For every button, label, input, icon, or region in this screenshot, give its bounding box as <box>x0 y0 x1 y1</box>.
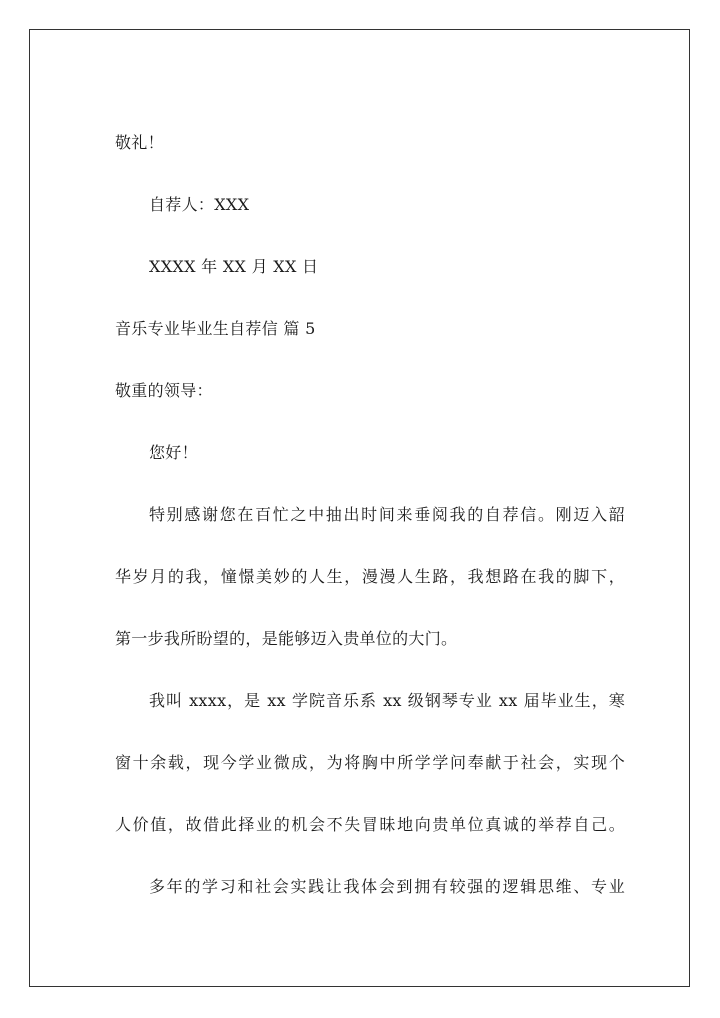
paragraph-2-line-2: 窗十余载，现今学业微成，为将胸中所学学问奉献于社会，实现个 <box>115 753 625 772</box>
salutation: 敬重的领导： <box>115 381 213 400</box>
signature-date: XXXX 年 XX 月 XX 日 <box>149 257 319 276</box>
greeting: 您好！ <box>149 443 198 462</box>
closing-salute: 敬礼！ <box>115 133 164 152</box>
paragraph-2-line-3: 人价值，故借此择业的机会不失冒昧地向贵单位真诚的举荐自己。 <box>115 815 625 834</box>
paragraph-2-line-1: 我叫 xxxx，是 xx 学院音乐系 xx 级钢琴专业 xx 届毕业生，寒 <box>149 691 625 710</box>
signature-name: 自荐人：XXX <box>149 195 250 214</box>
paragraph-1-line-3: 第一步我所盼望的，是能够迈入贵单位的大门。 <box>115 629 458 648</box>
paragraph-3-line-1: 多年的学习和社会实践让我体会到拥有较强的逻辑思维、专业 <box>149 877 625 896</box>
paragraph-1-line-1: 特别感谢您在百忙之中抽出时间来垂阅我的自荐信。刚迈入韶 <box>149 505 625 524</box>
section-heading: 音乐专业毕业生自荐信 篇 5 <box>115 319 316 338</box>
paragraph-1-line-2: 华岁月的我，憧憬美妙的人生，漫漫人生路，我想路在我的脚下， <box>115 567 625 586</box>
